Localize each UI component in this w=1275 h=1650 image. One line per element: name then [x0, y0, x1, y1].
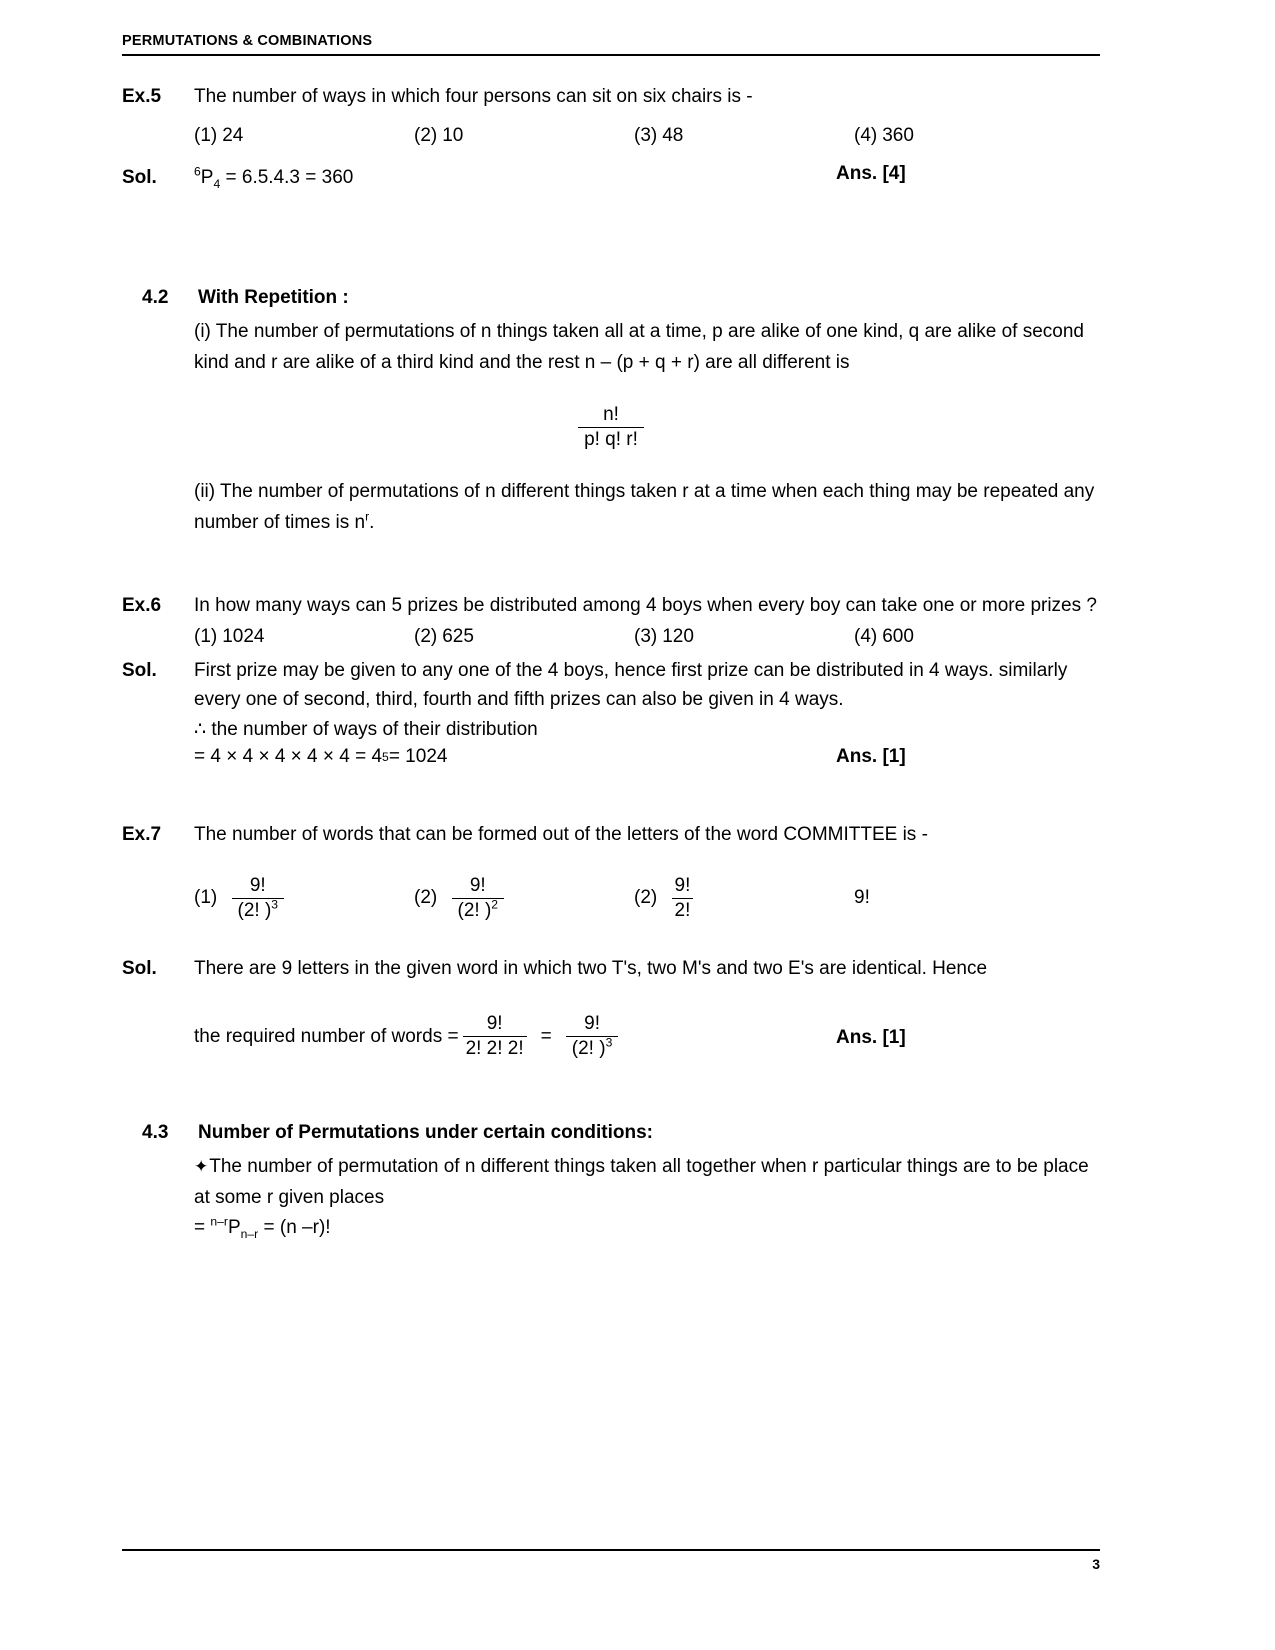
example-6-equation-prefix: = 4 × 4 × 4 × 4 × 4 = 4 [194, 745, 383, 767]
fraction [566, 1013, 619, 1060]
option-text: 9! [854, 887, 870, 909]
section-4-2-paragraph-i: (i) The number of permutations of n things taken all at a time, p are alike of one kind, q are alike of second kind and r are alike of a third kind and the rest n – (p + q + r) are all different is [194, 320, 1084, 373]
paragraph-ii-period: . [369, 511, 375, 533]
option-label: (1) [194, 626, 218, 647]
diamond-bullet-icon: ✦ [194, 1156, 209, 1176]
section-4-3-heading [122, 1122, 1100, 1144]
example-5-options [194, 125, 1100, 147]
example-5-tag: Ex.5 [122, 85, 162, 107]
example-7-question-row [122, 820, 1100, 849]
example-7-solution-row [122, 954, 1100, 983]
section-number: 4.2 [142, 286, 169, 308]
header-divider [122, 54, 1100, 56]
fraction-numerator: 9! [249, 875, 266, 897]
permutation-repetition-formula [122, 404, 1100, 451]
example-5-question: The number of ways in which four persons can sit on six chairs is - [194, 85, 753, 107]
option-text: 625 [442, 626, 474, 647]
option-row-item [414, 125, 634, 147]
example-6-solution-row [122, 656, 1100, 715]
example-7-equation-prefix: the required number of words = [194, 1025, 459, 1047]
example-7-equation-row [194, 1013, 1100, 1060]
option-label: (1) [194, 887, 218, 909]
permutation-subscript-r: 4 [213, 177, 221, 192]
example-6-solution-text: First prize may be given to any one of the 4 boys, hence first prize can be distributed in 4 ways. similarly every one of second, third, fourth and fifth prizes can also be given in 4 ways. [194, 660, 1068, 711]
fraction-denominator [232, 898, 285, 922]
fraction-numerator: 9! [584, 1013, 600, 1035]
option-text: 360 [882, 125, 914, 147]
equals-sign: = [540, 1025, 552, 1047]
example-5-question-row [122, 82, 1100, 111]
example-6-sol-tag: Sol. [122, 660, 157, 681]
permutation-subscript: n–r [240, 1227, 259, 1242]
exponent-r: r [365, 509, 370, 524]
option-label: (1) [194, 125, 218, 147]
option-row-item [194, 125, 414, 147]
fraction-denominator: p! q! r! [578, 427, 644, 451]
example-7-answer: Ans. [1] [836, 1027, 906, 1049]
fraction-denominator: 2! 2! 2! [463, 1036, 527, 1060]
denominator-exponent: 3 [271, 897, 279, 912]
formula-prefix: = [194, 1217, 211, 1239]
option-row-item [634, 125, 854, 147]
option-text: 1024 [222, 626, 265, 647]
option-label: (2) [414, 887, 438, 909]
fraction-denominator [452, 898, 505, 922]
example-5-solution [194, 163, 1100, 192]
section-title: With Repetition : [198, 286, 349, 308]
option-row-item [414, 626, 634, 648]
option-row-item [634, 875, 854, 922]
option-label: (4) [854, 125, 878, 147]
example-6-question-row [122, 591, 1100, 620]
example-5-answer: Ans. [4] [836, 163, 906, 185]
option-row-item [854, 125, 1074, 147]
option-label: (3) [634, 626, 658, 647]
fraction [578, 404, 644, 451]
example-6-answer: Ans. [1] [836, 745, 906, 767]
permutation-evaluation: = 6.5.4.3 = 360 [220, 167, 354, 189]
example-5-solution-row [122, 163, 1100, 192]
denominator-exponent: 2 [491, 897, 499, 912]
section-number: 4.3 [142, 1121, 169, 1143]
example-7-sol-tag: Sol. [122, 957, 157, 979]
option-text: 600 [882, 626, 914, 647]
section-4-2-heading [122, 287, 1100, 309]
option-row-item [194, 875, 414, 922]
option-label: (3) [634, 125, 658, 147]
page-content [122, 34, 1100, 1244]
option-text: 10 [442, 125, 464, 147]
option-row-item [854, 626, 1074, 648]
fraction [672, 875, 694, 922]
example-6-equation-suffix: = 1024 [388, 745, 448, 767]
option-row-item [194, 626, 414, 648]
fraction-numerator: n! [603, 404, 619, 426]
bullet-text: The number of permutation of n different things taken all together when r particular things are to be place at some r given places [194, 1155, 1089, 1208]
option-label: (2) [634, 887, 658, 909]
permutation-superscript-n: 6 [194, 165, 201, 180]
option-row-item [854, 887, 1074, 909]
option-row-item [634, 626, 854, 648]
example-5-sol-tag: Sol. [122, 167, 157, 189]
fraction-denominator [566, 1036, 619, 1060]
fraction [232, 875, 285, 922]
formula-suffix: = (n –r)! [258, 1217, 331, 1239]
permutation-symbol: P [227, 1217, 241, 1239]
denominator-base: (2! ) [237, 899, 272, 921]
option-label: (2) [414, 125, 438, 147]
permutation-superscript: n–r [210, 1215, 228, 1230]
option-label: (2) [414, 626, 438, 647]
fraction-numerator: 9! [674, 875, 691, 897]
section-title: Number of Permutations under certain conditions: [198, 1121, 653, 1143]
example-6-solution-conclusion: ∴ the number of ways of their distribution [194, 718, 538, 740]
denominator-exponent: 3 [605, 1035, 613, 1050]
example-7-question: The number of words that can be formed out of the letters of the word COMMITTEE is - [194, 823, 928, 845]
section-4-3-formula [194, 1213, 1100, 1244]
fraction [463, 1013, 527, 1060]
option-text: 48 [662, 125, 684, 147]
denominator-base: (2! ) [571, 1038, 606, 1060]
section-4-2-paragraph-ii [194, 477, 1100, 539]
permutation-symbol: P [200, 167, 214, 189]
example-6-tag: Ex.6 [122, 594, 162, 616]
option-label: (4) [854, 626, 878, 647]
fraction [452, 875, 505, 922]
fraction-numerator: 9! [486, 1013, 503, 1035]
page-number: 3 [1092, 1556, 1100, 1572]
option-row-item [414, 875, 634, 922]
fraction-numerator: 9! [469, 875, 486, 897]
option-text: 120 [662, 626, 694, 647]
example-7-tag: Ex.7 [122, 823, 162, 845]
paragraph-ii-text: (ii) The number of permutations of n different things taken r at a time when each thing may be repeated any number of times is n [194, 481, 1095, 533]
example-7-solution-text: There are 9 letters in the given word in which two T's, two M's and two E's are identical. Hence [194, 957, 988, 979]
chapter-header: PERMUTATIONS & COMBINATIONS [122, 33, 373, 49]
option-text: 24 [222, 125, 244, 147]
denominator-base: (2! ) [457, 899, 492, 921]
section-4-3-bullet-paragraph [194, 1152, 1100, 1214]
example-6-options [194, 626, 1100, 648]
example-7-options [194, 875, 1100, 922]
fraction-denominator: 2! [672, 898, 694, 922]
footer-divider [122, 1549, 1100, 1551]
example-6-equation-row: = 4 × 4 × 4 × 4 × 4 = 4 5 = 1024 Ans. [1] [194, 745, 906, 767]
example-6-question: In how many ways can 5 prizes be distributed among 4 boys when every boy can take one or more prizes ? [194, 594, 1097, 616]
